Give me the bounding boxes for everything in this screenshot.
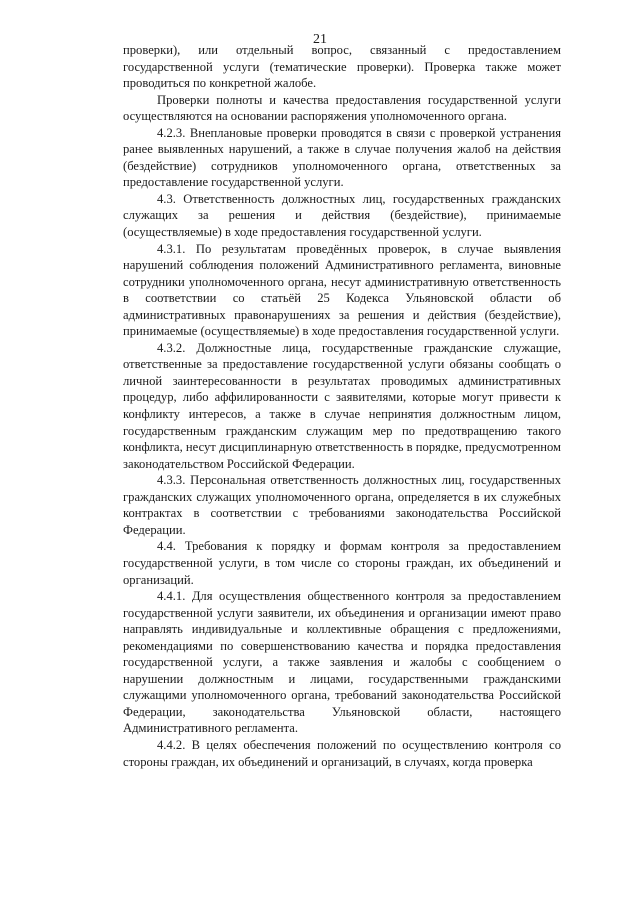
page-number: 21 xyxy=(313,32,327,47)
paragraph-continuation: проверки), или отдельный вопрос, связанный с предоставлением государственной услуги (тематические проверки). Проверка также может проводиться по конкретной жалобе. xyxy=(123,43,561,91)
paragraph-4-4-1: 4.4.1. Для осуществления общественного контроля за предоставлением государственной услуги заявители, их объединения и организации имеют право направлять индивидуальные и коллективные обращения с предложениями, рекомендациями по совершенствованию качества и порядка предоставления государственной услуги, а также заявления и жалобы с сообщением о нарушении должностным и лицами, государственными гражданскими служащими уполномоченного органа, требований законодательства Российской Федерации, законодательства Ульяновской области, настоящего Административного регламента. xyxy=(123,589,561,736)
paragraph-4-4-2: 4.4.2. В целях обеспечения положений по осуществлению контроля со стороны граждан, их объединений и организаций, в случаях, когда проверка xyxy=(123,737,561,769)
paragraph-4-3: 4.3. Ответственность должностных лиц, государственных гражданских служащих за решения и действия (бездействие), принимаемые (осуществляемые) в ходе предоставления государственной услуги. xyxy=(123,191,561,240)
paragraph-4-4: 4.4. Требования к порядку и формам контроля за предоставлением государственной услуги, в том числе со стороны граждан, их объединений и организаций. xyxy=(123,539,561,587)
paragraph-4-3-1: 4.3.1. По результатам проведённых проверок, в случае выявления нарушений соблюдения положений Административного регламента, виновные сотрудники уполномоченного органа, несут административную ответственность в соответствии со статьёй 25 Кодекса Ульяновской области об административных правонарушениях за решения и действия (бездействие), принимаемые (осуществляемые) в ходе предоставления государственной услуги. xyxy=(123,241,561,339)
paragraph-4-2-3: 4.2.3. Внеплановые проверки проводятся в связи с проверкой устранения ранее выявленных нарушений, а также в случае получения жалоб на действия (бездействие) сотрудников уполномоченного органа, ответственных за предоставление государственной услуги. xyxy=(123,125,561,190)
paragraph-4-3-2: 4.3.2. Должностные лица, государственные гражданские служащие, ответственные за предоставление государственной услуги обязаны сообщать о личной заинтересованности в результатах проводимых административных процедур, либо аффилированности с заявителями, которые могут привести к конфликту интересов, а также в случае непринятия должностным лицом, государственным гражданским служащим мер по предотвращению такого конфликта, несут дисциплинарную ответственность в порядке, предусмотренном законодательством Российской Федерации. xyxy=(123,340,561,471)
body-text xyxy=(123,42,561,770)
paragraph-4-3-3: 4.3.3. Персональная ответственность должностных лиц, государственных гражданских служащих уполномоченного органа, определяется в их служебных контрактах в соответствии с требованиями законодательства Российской Федерации. xyxy=(123,473,561,537)
paragraph-inspections-basis: Проверки полноты и качества предоставления государственной услуги осуществляются на основании распоряжения уполномоченного органа. xyxy=(123,92,561,124)
